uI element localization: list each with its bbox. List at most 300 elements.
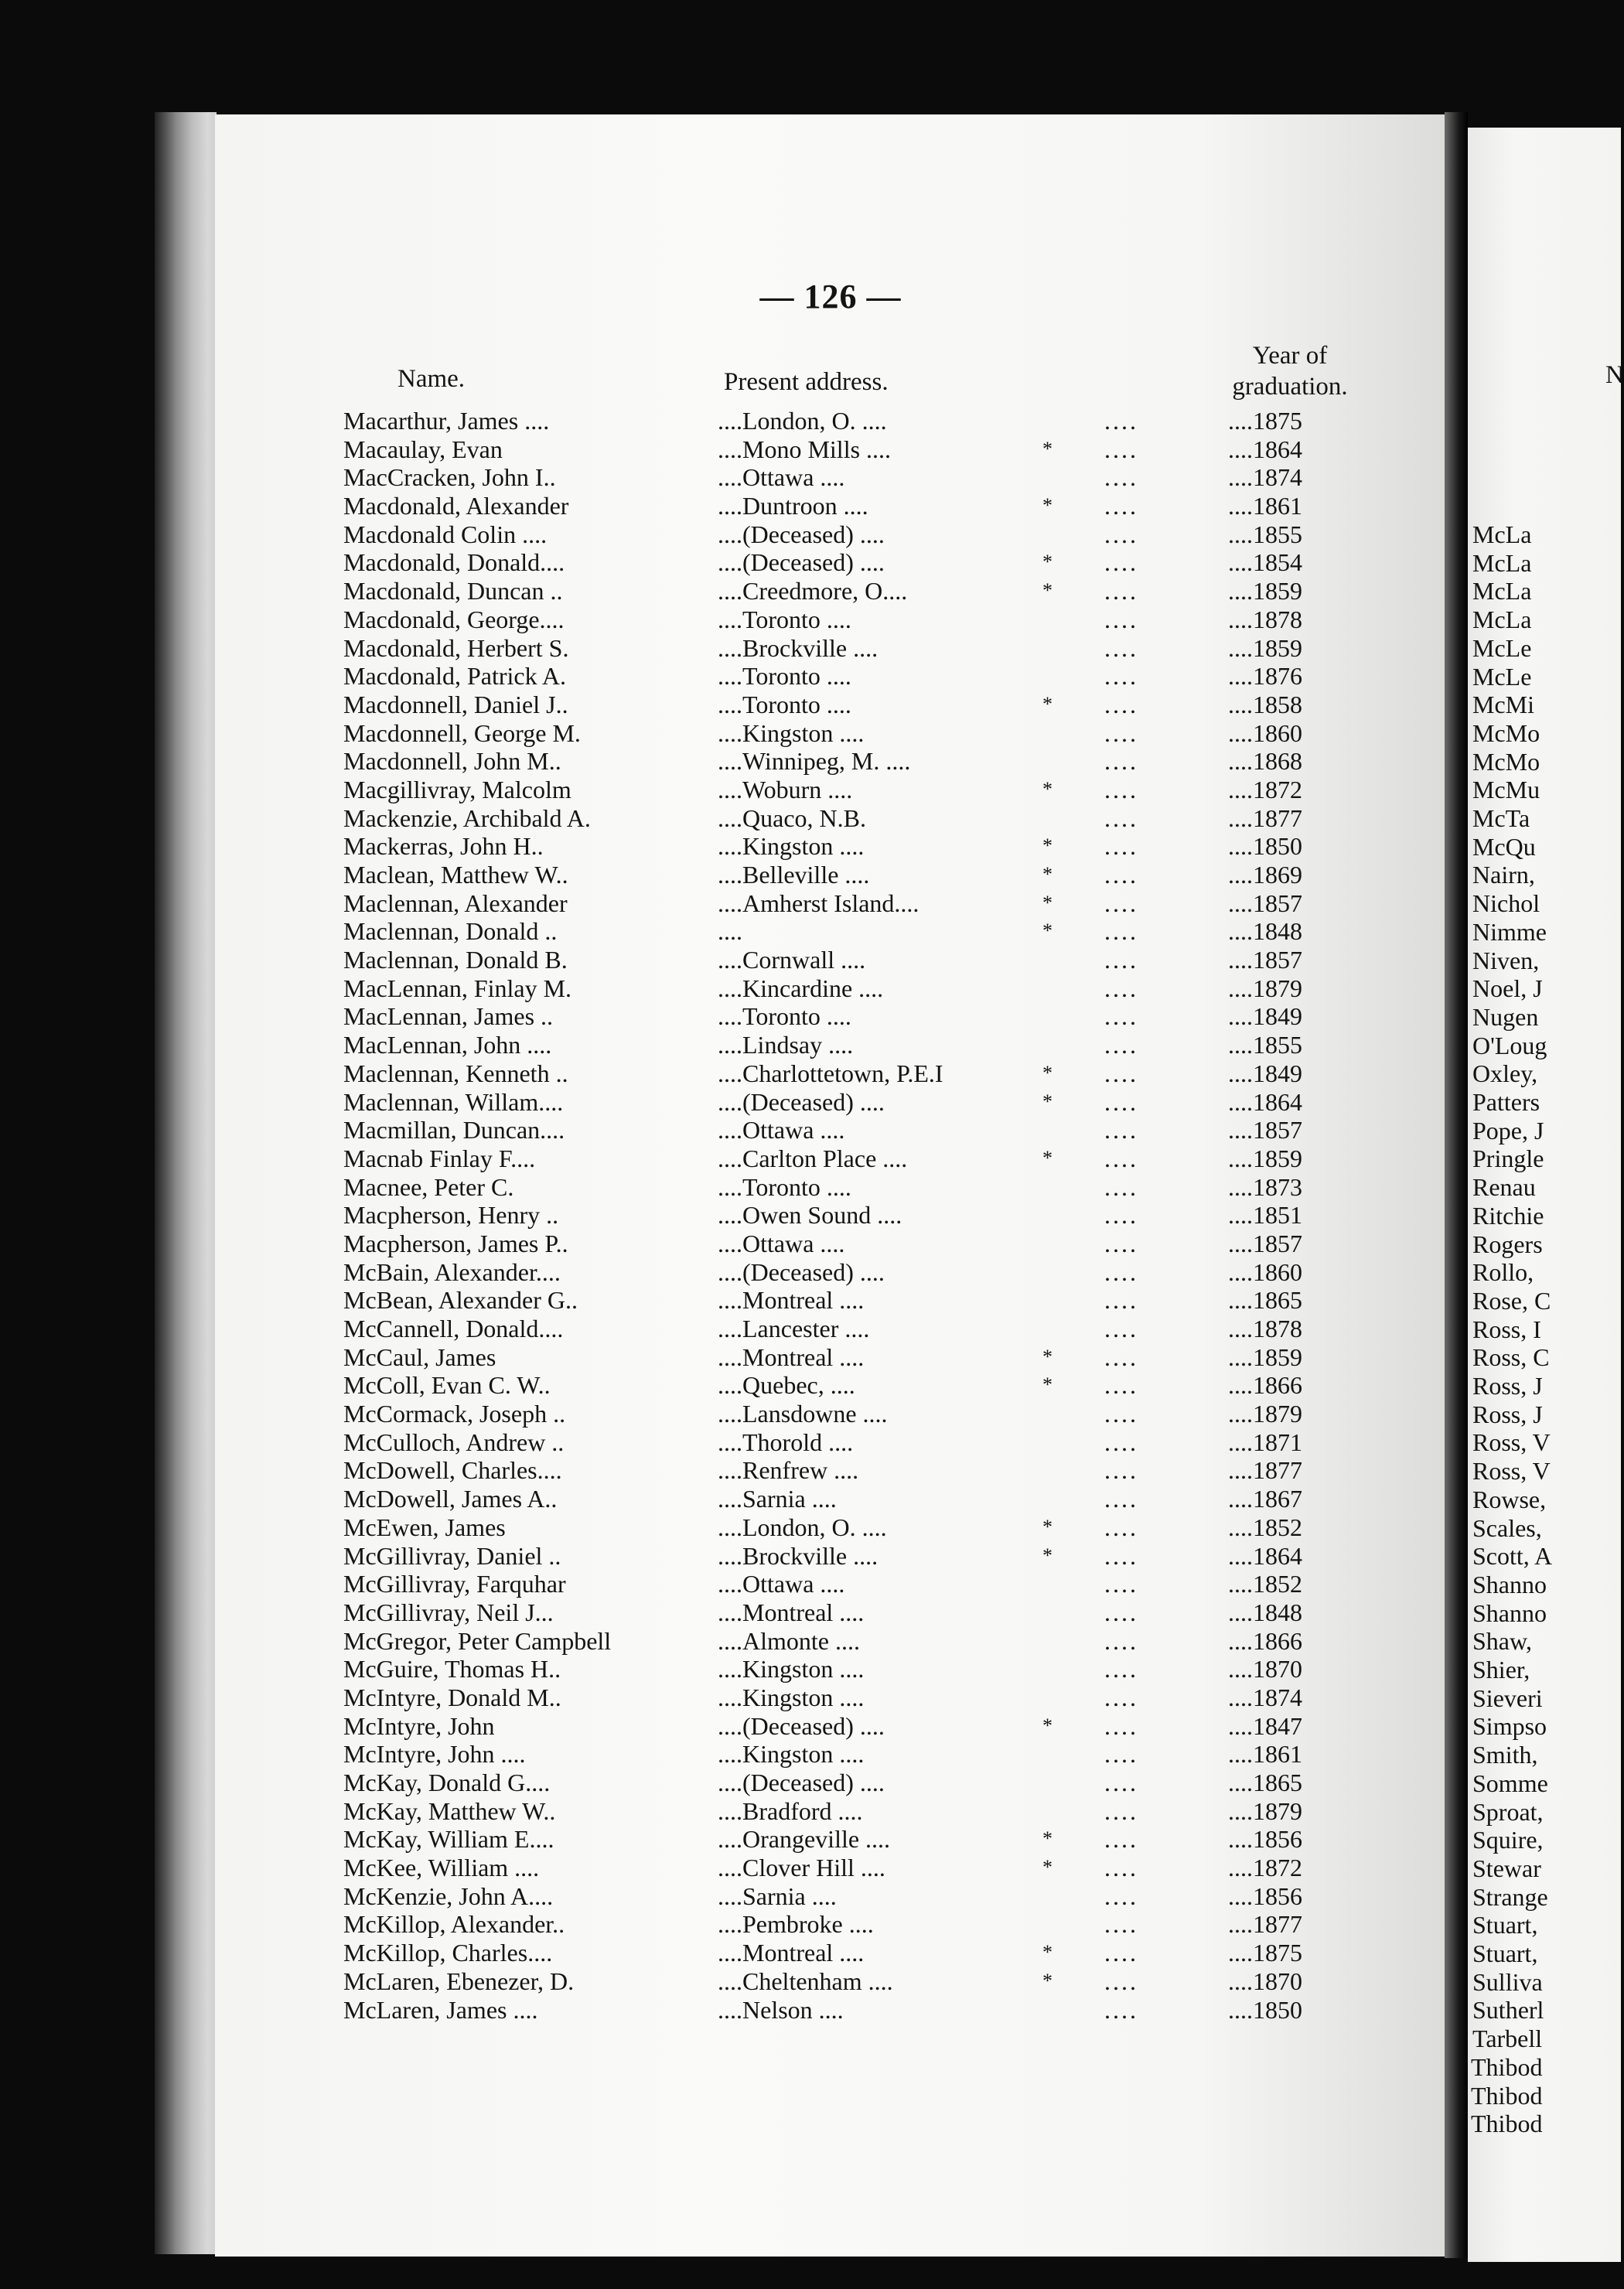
leader-dots: .... xyxy=(1104,463,1138,492)
graduation-year: ....1874 xyxy=(1228,1683,1302,1711)
table-row xyxy=(215,1939,1446,1967)
leader-dots: .... xyxy=(1104,1172,1138,1201)
graduate-name: Mackenzie, Archibald A. xyxy=(343,803,591,832)
next-page-name-fragment: Rollo, xyxy=(1472,1258,1534,1287)
graduate-name: McBean, Alexander G.. xyxy=(343,1286,578,1315)
graduation-year: ....1854 xyxy=(1228,548,1302,577)
present-address: ....Ottawa .... xyxy=(718,1229,845,1257)
graduation-year: ....1875 xyxy=(1228,407,1302,435)
graduation-year: ....1851 xyxy=(1228,1201,1302,1230)
graduate-name: Macdonnell, John M.. xyxy=(343,747,561,776)
table-row xyxy=(215,1712,1446,1741)
table-row xyxy=(215,1031,1446,1059)
present-address: ....Montreal .... xyxy=(718,1342,865,1371)
leader-dots: .... xyxy=(1104,1655,1138,1683)
next-page-name-fragment: Nugen xyxy=(1472,1002,1539,1031)
present-address: ....Toronto .... xyxy=(718,605,851,633)
graduate-name: McKay, Matthew W.. xyxy=(343,1796,556,1825)
graduate-name: McCulloch, Andrew .. xyxy=(343,1428,565,1456)
graduation-year: ....1866 xyxy=(1228,1371,1302,1400)
leader-dots: .... xyxy=(1104,832,1138,861)
deceased-marker: * xyxy=(1042,579,1053,602)
graduation-year: ....1875 xyxy=(1228,1939,1302,1967)
deceased-marker: * xyxy=(1042,437,1053,460)
leader-dots: .... xyxy=(1104,1485,1138,1513)
graduation-year: ....1860 xyxy=(1228,718,1302,747)
leader-dots: .... xyxy=(1104,1257,1138,1286)
deceased-marker: * xyxy=(1042,1345,1053,1368)
next-page-name-fragment: Sproat, xyxy=(1472,1797,1544,1826)
present-address: ....Winnipeg, M. .... xyxy=(718,747,911,776)
graduate-name: McGillivray, Farquhar xyxy=(343,1570,566,1598)
graduate-name: Mackerras, John H.. xyxy=(343,832,544,861)
graduation-year: ....1872 xyxy=(1228,1854,1302,1882)
next-page-name-fragment: Rogers xyxy=(1472,1230,1543,1258)
table-row xyxy=(215,1371,1446,1400)
graduate-name: McKillop, Alexander.. xyxy=(343,1910,565,1939)
next-page-name-fragment: Ritchie xyxy=(1472,1201,1544,1230)
leader-dots: .... xyxy=(1104,803,1138,832)
table-row xyxy=(215,1059,1446,1088)
next-page-name-fragment: Scott, A xyxy=(1472,1542,1553,1571)
next-page-name-fragment: McLa xyxy=(1472,548,1532,577)
table-row xyxy=(215,1513,1446,1542)
present-address: ....Nelson .... xyxy=(718,1995,844,2024)
leader-dots: .... xyxy=(1104,548,1138,577)
next-page-name-fragment: Ross, V xyxy=(1472,1457,1551,1486)
next-page-name-fragment: Pringle xyxy=(1472,1144,1544,1173)
leader-dots: .... xyxy=(1104,435,1138,463)
present-address: ....Pembroke .... xyxy=(718,1910,874,1939)
leader-dots: .... xyxy=(1104,1315,1138,1342)
table-row xyxy=(215,917,1446,946)
next-page-name-fragment: McMo xyxy=(1472,718,1540,747)
graduation-year: ....1877 xyxy=(1228,1456,1302,1485)
graduate-name: Maclennan, Alexander xyxy=(343,889,568,917)
graduation-year: ....1857 xyxy=(1228,889,1302,917)
graduate-name: Macnee, Peter C. xyxy=(343,1172,514,1201)
leader-dots: .... xyxy=(1104,1967,1138,1995)
graduate-name: Macdonald, Duncan .. xyxy=(343,577,563,606)
present-address: ....Orangeville .... xyxy=(718,1825,891,1854)
leader-dots: .... xyxy=(1104,1286,1138,1315)
next-page-name-fragment: O'Loug xyxy=(1472,1031,1547,1059)
present-address: ....(Deceased) .... xyxy=(718,1257,885,1286)
graduate-name: McKillop, Charles.... xyxy=(343,1939,553,1967)
present-address: ....Montreal .... xyxy=(718,1286,865,1315)
deceased-marker: * xyxy=(1042,1373,1053,1397)
deceased-marker: * xyxy=(1042,1061,1053,1084)
graduate-name: Macmillan, Duncan.... xyxy=(343,1116,565,1144)
table-row xyxy=(215,634,1446,663)
graduate-name: MacLennan, James .. xyxy=(343,1002,554,1031)
graduate-name: McCormack, Joseph .. xyxy=(343,1400,566,1428)
graduation-year: ....1873 xyxy=(1228,1172,1302,1201)
deceased-marker: * xyxy=(1042,1714,1053,1737)
table-row xyxy=(215,1400,1446,1428)
table-row xyxy=(215,1627,1446,1656)
table-row xyxy=(215,719,1446,748)
table-row xyxy=(215,1456,1446,1485)
graduate-name: Macpherson, James P.. xyxy=(343,1229,568,1257)
leader-dots: .... xyxy=(1104,1740,1138,1769)
graduate-name: Macdonnell, George M. xyxy=(343,718,581,747)
present-address: ....Toronto .... xyxy=(718,1172,851,1201)
graduation-year: ....1852 xyxy=(1228,1570,1302,1598)
present-address: ....Owen Sound .... xyxy=(718,1201,902,1230)
present-address: ....Montreal .... xyxy=(718,1598,865,1626)
next-page-name-fragment: Thibod xyxy=(1471,2110,1543,2138)
table-row xyxy=(215,1797,1446,1826)
graduate-name: McKay, William E.... xyxy=(343,1825,554,1854)
table-row xyxy=(215,1882,1446,1911)
present-address: ....Sarnia .... xyxy=(718,1485,837,1513)
leader-dots: .... xyxy=(1104,917,1138,946)
graduation-year: ....1857 xyxy=(1228,1116,1302,1144)
next-page-name-fragment: Sulliva xyxy=(1472,1967,1543,1996)
leader-dots: .... xyxy=(1104,889,1138,917)
leader-dots: .... xyxy=(1104,1683,1138,1711)
deceased-marker: * xyxy=(1042,891,1053,914)
present-address: ....Charlottetown, P.E.I xyxy=(718,1059,943,1087)
present-address: ....Lansdowne .... xyxy=(718,1400,888,1428)
table-row xyxy=(215,1230,1446,1258)
table-row xyxy=(215,1740,1446,1769)
next-page-name-fragment: Patters xyxy=(1472,1088,1540,1116)
graduation-year: ....1878 xyxy=(1228,1315,1302,1342)
next-page-name-fragment: Stewar xyxy=(1472,1854,1541,1882)
graduate-name: McIntyre, John .... xyxy=(343,1740,526,1769)
table-row xyxy=(215,691,1446,719)
graduate-name: McCannell, Donald.... xyxy=(343,1315,564,1342)
graduate-name: MacCracken, John I.. xyxy=(343,463,556,492)
graduation-year: ....1866 xyxy=(1228,1626,1302,1655)
present-address: ....Kingston .... xyxy=(718,1683,865,1711)
next-page-name-fragment: Rowse, xyxy=(1472,1485,1547,1513)
header-name: Name. xyxy=(397,365,466,393)
present-address: ....Belleville .... xyxy=(718,861,870,889)
next-page-name-fragment: McLe xyxy=(1472,633,1532,662)
graduation-year: ....1867 xyxy=(1228,1485,1302,1513)
table-row xyxy=(215,1825,1446,1854)
graduation-year: ....1879 xyxy=(1228,974,1302,1002)
table-row xyxy=(215,861,1446,889)
graduation-year: ....1849 xyxy=(1228,1059,1302,1087)
table-row xyxy=(215,1173,1446,1202)
table-row xyxy=(215,662,1446,691)
next-page-name-fragment: Thibod xyxy=(1471,2052,1543,2081)
next-page-name-fragment: Stuart, xyxy=(1472,1939,1538,1967)
next-page-name-fragment: Ross, J xyxy=(1472,1372,1543,1400)
present-address: ....London, O. .... xyxy=(718,407,887,435)
graduate-name: McDowell, James A.. xyxy=(343,1485,558,1513)
graduation-year: ....1878 xyxy=(1228,605,1302,633)
table-row xyxy=(215,1343,1446,1372)
page-number: — 126 — xyxy=(759,278,902,316)
present-address: ....Kingston .... xyxy=(718,1740,865,1769)
next-page-name-fragment: Tarbell xyxy=(1472,2025,1543,2053)
table-row xyxy=(215,463,1446,492)
deceased-marker: * xyxy=(1042,1515,1053,1538)
leader-dots: .... xyxy=(1104,1910,1138,1939)
graduation-year: ....1869 xyxy=(1228,861,1302,889)
leader-dots: .... xyxy=(1104,747,1138,776)
graduate-name: Maclennan, Donald .. xyxy=(343,917,558,946)
graduation-year: ....1871 xyxy=(1228,1428,1302,1456)
graduate-name: Macdonald, Donald.... xyxy=(343,548,565,577)
deceased-marker: * xyxy=(1042,1941,1053,1964)
present-address: ....(Deceased) .... xyxy=(718,1087,885,1116)
table-row xyxy=(215,1002,1446,1031)
deceased-marker: * xyxy=(1042,1544,1053,1567)
next-page-name-fragment: Rose, C xyxy=(1472,1286,1551,1315)
graduate-name: Maclean, Matthew W.. xyxy=(343,861,568,889)
present-address: ....Lindsay .... xyxy=(718,1031,854,1059)
leader-dots: .... xyxy=(1104,1031,1138,1059)
next-page-name-fragment: Ross, I xyxy=(1472,1315,1541,1343)
graduate-name: Macdonald, Herbert S. xyxy=(343,633,569,662)
graduation-year: ....1857 xyxy=(1228,1229,1302,1257)
next-page-name-fragment: Shier, xyxy=(1472,1656,1530,1683)
table-row xyxy=(215,435,1446,464)
table-row xyxy=(215,577,1446,606)
graduate-name: MacLennan, Finlay M. xyxy=(343,974,572,1002)
present-address: ....Woburn .... xyxy=(718,775,853,803)
next-page-name-fragment: Oxley, xyxy=(1472,1059,1538,1088)
deceased-marker: * xyxy=(1042,777,1053,800)
next-page-name-fragment: Nimme xyxy=(1472,917,1547,946)
next-page-name-fragment: McMi xyxy=(1472,691,1534,719)
leader-dots: .... xyxy=(1104,1513,1138,1541)
leader-dots: .... xyxy=(1104,633,1138,662)
graduate-name: MacLennan, John .... xyxy=(343,1031,552,1059)
present-address: ....(Deceased) .... xyxy=(718,520,885,548)
present-address: ....Bradford .... xyxy=(718,1796,863,1825)
next-page-name-fragment: McQu xyxy=(1472,832,1536,861)
table-row xyxy=(215,1088,1446,1117)
graduation-year: ....1874 xyxy=(1228,463,1302,492)
leader-dots: .... xyxy=(1104,1342,1138,1371)
leader-dots: .... xyxy=(1104,718,1138,747)
deceased-marker: * xyxy=(1042,919,1053,943)
alumni-list xyxy=(215,407,1446,2024)
present-address: ....Toronto .... xyxy=(718,690,851,718)
deceased-marker: * xyxy=(1042,1856,1053,1879)
leader-dots: .... xyxy=(1104,1059,1138,1087)
graduate-name: Maclennan, Kenneth .. xyxy=(343,1059,568,1087)
leader-dots: .... xyxy=(1104,1428,1138,1456)
table-row xyxy=(215,889,1446,918)
leader-dots: .... xyxy=(1104,1769,1138,1796)
leader-dots: .... xyxy=(1104,662,1138,691)
present-address: ....(Deceased) .... xyxy=(718,548,885,577)
graduation-year: ....1879 xyxy=(1228,1400,1302,1428)
next-page-name-fragment: Nairn, xyxy=(1472,861,1535,889)
present-address: ....London, O. .... xyxy=(718,1513,887,1541)
next-page-name-fragment: Nichol xyxy=(1472,889,1540,918)
next-page-name-fragment: Smith, xyxy=(1472,1741,1538,1769)
graduation-year: ....1872 xyxy=(1228,775,1302,803)
header-year xyxy=(1197,340,1383,402)
leader-dots: .... xyxy=(1104,1995,1138,2024)
graduation-year: ....1848 xyxy=(1228,1598,1302,1626)
present-address: ....Kingston .... xyxy=(718,832,865,861)
graduate-name: McCaul, James xyxy=(343,1342,496,1371)
graduate-name: Macpherson, Henry .. xyxy=(343,1201,559,1230)
next-page-name-fragment: Sieveri xyxy=(1472,1683,1543,1712)
graduate-name: McDowell, Charles.... xyxy=(343,1456,562,1485)
next-page-name-fragment: Shaw, xyxy=(1472,1627,1533,1656)
present-address: ....Almonte .... xyxy=(718,1626,860,1655)
graduate-name: McLaren, James .... xyxy=(343,1995,538,2024)
graduation-year: ....1849 xyxy=(1228,1002,1302,1031)
table-row xyxy=(215,946,1446,974)
graduate-name: McIntyre, John xyxy=(343,1711,495,1740)
graduation-year: ....1861 xyxy=(1228,1740,1302,1769)
present-address: ....Ottawa .... xyxy=(718,1116,845,1144)
leader-dots: .... xyxy=(1104,407,1138,435)
graduation-year: ....1850 xyxy=(1228,832,1302,861)
leader-dots: .... xyxy=(1104,1881,1138,1910)
leader-dots: .... xyxy=(1104,1570,1138,1598)
next-page-name-fragment: McLa xyxy=(1472,520,1532,548)
deceased-marker: * xyxy=(1042,834,1053,858)
graduate-name: McColl, Evan C. W.. xyxy=(343,1371,551,1400)
next-page-name-fragment: Squire, xyxy=(1472,1826,1544,1854)
graduation-year: ....1852 xyxy=(1228,1513,1302,1541)
next-page-name-fragment: Ross, C xyxy=(1472,1343,1550,1372)
leader-dots: .... xyxy=(1104,1854,1138,1882)
graduate-name: McEwen, James xyxy=(343,1513,506,1541)
leader-dots: .... xyxy=(1104,1002,1138,1031)
leader-dots: .... xyxy=(1104,1116,1138,1144)
present-address: ....Toronto .... xyxy=(718,662,851,691)
present-address: ....Thorold .... xyxy=(718,1428,854,1456)
graduation-year: ....1876 xyxy=(1228,662,1302,691)
next-page-name-fragment: McLa xyxy=(1472,606,1532,634)
leader-dots: .... xyxy=(1104,1939,1138,1967)
graduation-year: ....1870 xyxy=(1228,1655,1302,1683)
table-row xyxy=(215,1201,1446,1230)
deceased-marker: * xyxy=(1042,1969,1053,1992)
present-address: ....Quebec, .... xyxy=(718,1371,855,1400)
leader-dots: .... xyxy=(1104,1711,1138,1740)
present-address: ....Cornwall .... xyxy=(718,946,866,974)
graduation-year: ....1879 xyxy=(1228,1796,1302,1825)
table-row xyxy=(215,1683,1446,1712)
present-address: ....Creedmore, O.... xyxy=(718,577,908,606)
next-page-name-fragment: Noel, J xyxy=(1472,974,1543,1003)
next-page-name-fragment: Strange xyxy=(1472,1882,1548,1911)
leader-dots: .... xyxy=(1104,1201,1138,1230)
graduation-year: ....1864 xyxy=(1228,435,1302,463)
next-page-name-fragment: Shanno xyxy=(1472,1570,1547,1598)
graduation-year: ....1870 xyxy=(1228,1967,1302,1995)
table-row xyxy=(215,1996,1446,2025)
graduation-year: ....1856 xyxy=(1228,1881,1302,1910)
graduation-year: ....1859 xyxy=(1228,1342,1302,1371)
leader-dots: .... xyxy=(1104,492,1138,520)
graduate-name: Macdonald Colin .... xyxy=(343,520,548,548)
table-row xyxy=(215,1910,1446,1939)
table-row xyxy=(215,1144,1446,1173)
present-address: ....Quaco, N.B. xyxy=(718,803,866,832)
graduation-year: ....1855 xyxy=(1228,520,1302,548)
table-row xyxy=(215,1315,1446,1343)
table-row xyxy=(215,1570,1446,1598)
graduate-name: Macdonald, George.... xyxy=(343,605,565,633)
leader-dots: .... xyxy=(1104,1371,1138,1400)
deceased-marker: * xyxy=(1042,494,1053,517)
table-row xyxy=(215,492,1446,520)
graduation-year: ....1864 xyxy=(1228,1087,1302,1116)
graduation-year: ....1859 xyxy=(1228,1144,1302,1172)
next-page-name-fragment: Ross, V xyxy=(1472,1428,1551,1457)
table-row xyxy=(215,1286,1446,1315)
table-row xyxy=(215,776,1446,804)
deceased-marker: * xyxy=(1042,551,1053,574)
graduation-year: ....1868 xyxy=(1228,747,1302,776)
graduation-year: ....1855 xyxy=(1228,1031,1302,1059)
leader-dots: .... xyxy=(1104,690,1138,718)
next-page-name-fragment: Scales, xyxy=(1472,1513,1542,1542)
leader-dots: .... xyxy=(1104,1598,1138,1626)
leader-dots: .... xyxy=(1104,1456,1138,1485)
deceased-marker: * xyxy=(1042,863,1053,885)
deceased-marker: * xyxy=(1042,692,1053,715)
next-page-name-fragment: McMo xyxy=(1472,747,1540,776)
header-year-line1: Year of xyxy=(1252,342,1328,370)
graduate-name: Macdonald, Patrick A. xyxy=(343,662,566,691)
next-page-name-fragment: Somme xyxy=(1472,1769,1548,1797)
table-row xyxy=(215,747,1446,776)
present-address: ....Cheltenham .... xyxy=(718,1967,893,1995)
graduation-year: ....1877 xyxy=(1228,1910,1302,1939)
next-page-name-fragment: Niven, xyxy=(1472,946,1540,974)
next-page-header-fragment: N xyxy=(1605,361,1624,389)
graduate-name: McIntyre, Donald M.. xyxy=(343,1683,561,1711)
present-address: ....Duntroon .... xyxy=(718,492,868,520)
graduation-year: ....1865 xyxy=(1228,1769,1302,1796)
graduate-name: McLaren, Ebenezer, D. xyxy=(343,1967,575,1995)
graduate-name: Macnab Finlay F.... xyxy=(343,1144,536,1172)
graduate-name: McBain, Alexander.... xyxy=(343,1257,561,1286)
present-address: ....Clover Hill .... xyxy=(718,1854,885,1882)
next-page-name-fragment: Pope, J xyxy=(1472,1116,1544,1144)
graduation-year: ....1858 xyxy=(1228,690,1302,718)
leader-dots: .... xyxy=(1104,1825,1138,1854)
graduation-year: ....1864 xyxy=(1228,1541,1302,1570)
leader-dots: .... xyxy=(1104,605,1138,633)
table-row xyxy=(215,832,1446,861)
graduate-name: McGillivray, Daniel .. xyxy=(343,1541,561,1570)
leader-dots: .... xyxy=(1104,520,1138,548)
graduation-year: ....1847 xyxy=(1228,1711,1302,1740)
next-page-name-fragment: Thibod xyxy=(1471,2081,1543,2110)
graduate-name: McKenzie, John A.... xyxy=(343,1881,554,1910)
table-row xyxy=(215,520,1446,549)
table-row xyxy=(215,1854,1446,1882)
graduate-name: McGillivray, Neil J... xyxy=(343,1598,554,1626)
next-page-name-fragment: Simpso xyxy=(1472,1712,1547,1741)
left-page xyxy=(215,114,1446,2257)
leader-dots: .... xyxy=(1104,1541,1138,1570)
present-address: ....Amherst Island.... xyxy=(718,889,919,917)
table-row xyxy=(215,1428,1446,1457)
present-address: ....(Deceased) .... xyxy=(718,1711,885,1740)
next-page-name-fragment: Sutherl xyxy=(1472,1996,1544,2025)
graduate-name: Macarthur, James .... xyxy=(343,407,550,435)
